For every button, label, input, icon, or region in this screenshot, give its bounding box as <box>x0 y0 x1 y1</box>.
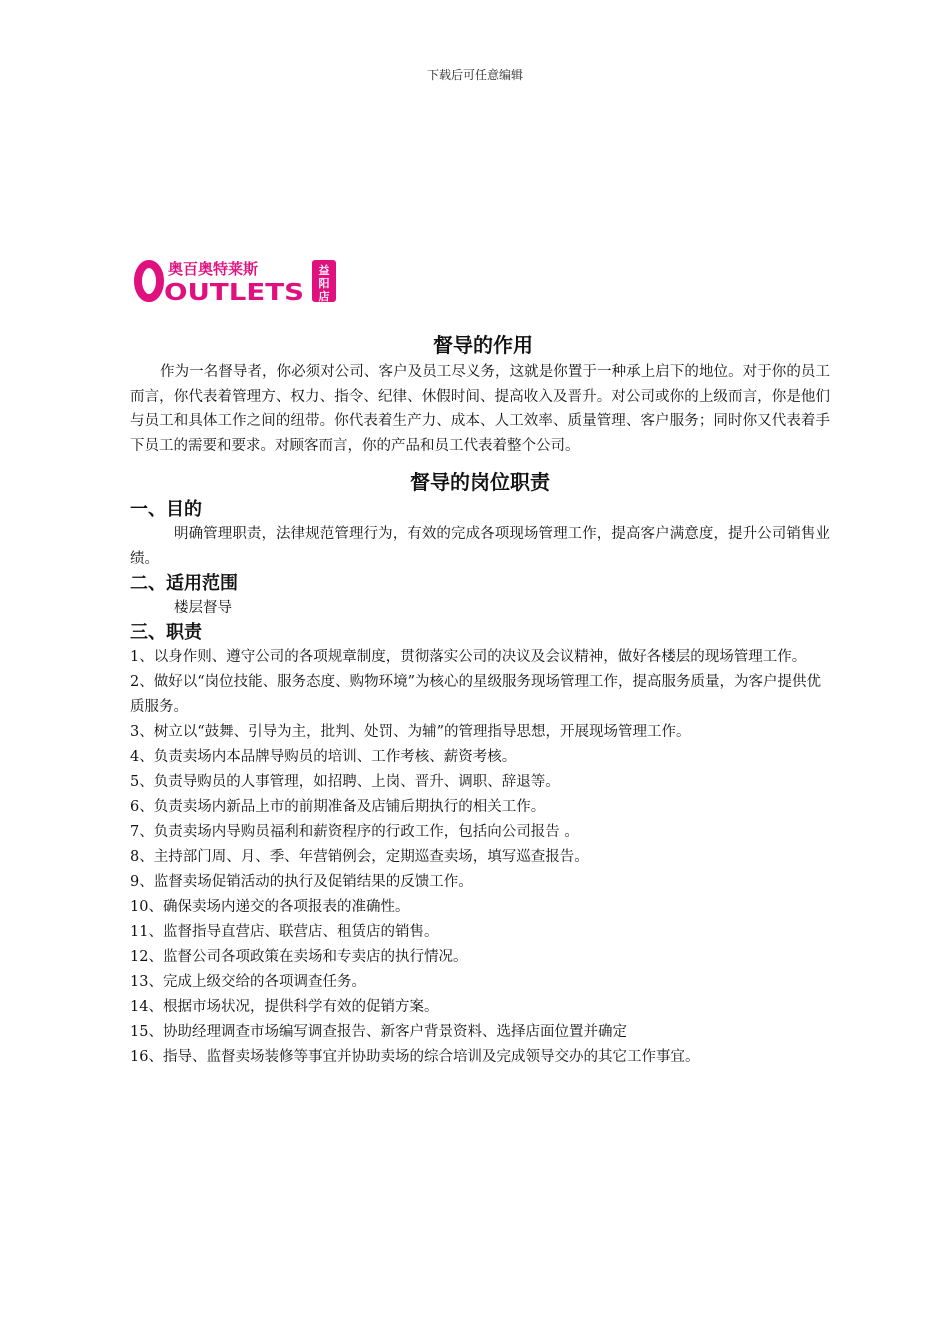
logo-o-ring <box>138 264 160 298</box>
outlets-logo-graphic <box>134 258 344 304</box>
duty-item: 13、完成上级交给的各项调查任务。 <box>130 974 366 990</box>
header-note: 下载后可任意编辑 <box>426 68 523 82</box>
scope-text: 楼层督导 <box>174 600 232 616</box>
duty-item: 9、监督卖场促销活动的执行及促销结果的反馈工作。 <box>130 874 473 890</box>
duties-heading: 三、职责 <box>130 622 202 643</box>
duty-item: 10、确保卖场内递交的各项报表的准确性。 <box>130 899 410 915</box>
logo-chinese-name: 奥百奥特莱斯 <box>168 260 259 278</box>
role-paragraph: 作为一名督导者，你必须对公司、客户及员工尽义务，这就是你置于一种承上启下的地位。对于你的员工而言，你代表着管理方、权力、指令、纪律、休假时间、提高收入及晋升。对公司或你的上级而言，你是他们与员工和具体工作之间的纽带。你代表着生产力、成本、人工效率、质量管理、客户服务；同时你又代表着手下员工的需要和要求。对顾客而言，你的产品和员工代表着整个公司。 <box>130 364 830 454</box>
section-title-role: 督导的作用 <box>433 333 533 357</box>
duty-item: 6、负责卖场内新品上市的前期准备及店铺后期执行的相关工作。 <box>130 799 546 815</box>
duty-item: 15、协助经理调查市场编写调查报告、新客户背景资料、选择店面位置并确定 <box>130 1024 627 1040</box>
duty-item: 2、做好以“岗位技能、服务态度、购物环境”为核心的星级服务现场管理工作，提高服务质量，为客户提供优质服务。 <box>130 674 822 715</box>
scope-heading: 二、适用范围 <box>130 573 238 594</box>
duty-item: 11、监督指导直营店、联营店、租赁店的销售。 <box>130 924 439 940</box>
logo-latin-name: OUTLETS <box>164 280 304 304</box>
logo-badge-char-1: 益 <box>318 264 330 277</box>
duty-item: 16、指导、监督卖场装修等事宜并协助卖场的综合培训及完成领导交办的其它工作事宜。 <box>130 1049 700 1065</box>
duty-item: 12、监督公司各项政策在卖场和专卖店的执行情况。 <box>130 949 468 965</box>
purpose-text: 明确管理职责，法律规范管理行为，有效的完成各项现场管理工作，提高客户满意度，提升公司销售业绩。 <box>130 526 830 567</box>
logo-badge-char-2: 阳 <box>318 277 330 290</box>
section-title-duties: 督导的岗位职责 <box>410 470 550 494</box>
logo-badge-char-3: 店 <box>318 290 330 303</box>
purpose-heading: 一、目的 <box>130 499 202 520</box>
document-body <box>130 330 830 1070</box>
duty-item: 8、主持部门周、月、季、年营销例会，定期巡查卖场，填写巡查报告。 <box>130 849 589 865</box>
duty-item: 1、以身作则、遵守公司的各项规章制度，贯彻落实公司的决议及会议精神，做好各楼层的现场管理工作。 <box>130 649 807 665</box>
duty-item: 3、树立以“鼓舞、引导为主，批判、处罚、为辅”的管理指导思想，开展现场管理工作。 <box>130 724 691 740</box>
duties-list <box>130 645 830 1070</box>
duty-item: 14、根据市场状况，提供科学有效的促销方案。 <box>130 999 439 1015</box>
duty-item: 7、负责卖场内导购员福利和薪资程序的行政工作，包括向公司报告 。 <box>130 824 579 840</box>
brand-logo <box>134 258 344 304</box>
duty-item: 5、负责导购员的人事管理，如招聘、上岗、晋升、调职、辞退等。 <box>130 774 560 790</box>
duty-item: 4、负责卖场内本品牌导购员的培训、工作考核、薪资考核。 <box>130 749 517 765</box>
